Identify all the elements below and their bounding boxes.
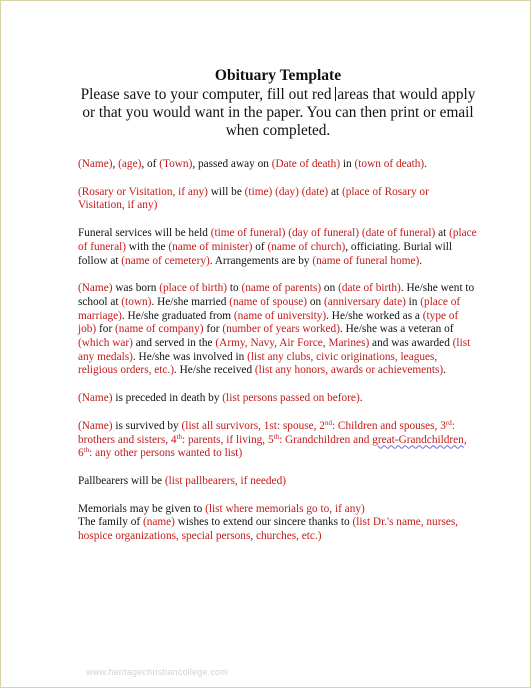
text: : parents, if living, 5 [181,433,274,446]
text: . Arrangements are by [209,254,313,267]
funeral-paragraph [78,227,478,268]
field-medals[interactable]: (list any medals) [78,337,471,363]
field-which-war[interactable]: (which war) [78,337,133,350]
field-name-of-spouse[interactable]: (name of spouse) [229,295,308,308]
text: . [424,158,427,170]
field-name[interactable]: (Name) [78,392,113,405]
text: of [252,240,268,253]
text: for [96,323,116,336]
field-time-of-funeral[interactable]: (time of funeral) [210,227,286,240]
field-name[interactable]: (Name) [78,158,113,170]
field-age[interactable]: (age) [118,158,142,170]
field-family-name[interactable]: (name) [142,516,175,529]
biography-paragraph [78,282,478,378]
field-rosary[interactable]: (Rosary or Visitation, if any) [78,185,208,198]
field-time[interactable]: (time) [244,185,273,198]
field-school-town[interactable]: (town) [121,295,152,308]
superscript: th [176,432,182,441]
watermark-url: www.heritagechristiancollege.com [86,667,228,677]
field-name[interactable]: (Name) [78,419,113,432]
text: at [435,227,450,240]
field-preceded-by[interactable]: (list persons passed on before) [222,392,360,405]
field-place-of-funeral[interactable]: (place of funeral) [78,227,477,253]
text: . He/she received [174,364,255,377]
field-name-of-minister[interactable]: (name of minister) [168,240,253,253]
text: at [328,185,342,198]
field-date-of-birth[interactable]: (date of birth) [338,282,401,295]
field-honors[interactable]: (list any honors, awards or achievements) [254,364,444,377]
field-name-of-church[interactable]: (name of church) [267,240,346,253]
superscript: rd [445,418,452,427]
text: . [359,392,363,405]
text: : Grandchildren and [279,433,373,446]
field-place-of-rosary[interactable]: (place of Rosary or Visitation, if any) [78,185,429,212]
field-place-of-birth[interactable]: (place of birth) [159,282,227,295]
field-day[interactable]: (day) [275,185,299,198]
field-name[interactable]: (Name) [78,282,113,295]
field-day-of-funeral[interactable]: (day of funeral) [288,227,360,240]
field-pallbearers[interactable]: (list pallbearers, if needed) [164,474,286,487]
field-date[interactable]: (date) [301,185,329,198]
text: : Children and spouses, 3 [331,419,446,432]
field-type-of-job[interactable]: (type of job) [78,309,459,336]
field-name-of-cemetery[interactable]: (name of cemetery) [121,254,210,267]
death-announcement-paragraph [78,158,478,172]
thanks-paragraph [78,516,478,543]
text: , officiating. Burial will follow at [78,240,453,267]
text: . He/she married [151,295,230,308]
text: : any other persons wanted to list) [89,447,243,460]
field-military-branch[interactable]: (Army, Navy, Air Force, Marines) [215,337,370,350]
rosary-paragraph [78,186,478,213]
text: with the [125,240,169,253]
text: for [203,323,223,336]
text: Pallbearers will be [78,474,165,487]
spellcheck-flag: great-Grandchildren [372,433,464,446]
text: . He/she worked as a [326,309,423,322]
field-town[interactable]: (Town) [159,158,193,170]
superscript: nd [324,418,332,427]
text: in [340,158,355,170]
field-clubs[interactable]: (list any clubs, civic originations, leagues, religious orders, etc.) [78,350,438,377]
text: . He/she went to school at [78,282,475,308]
text: was born [112,282,160,295]
field-name-of-parents[interactable]: (name of parents) [241,282,322,295]
text: Memorials may be given to [78,502,206,515]
field-funeral-home[interactable]: (name of funeral home) [312,254,420,267]
text: is preceded in death by [112,392,223,405]
instructions-part-1: Please save to your computer, fill out red [80,86,336,103]
text: . He/she graduated from [121,309,234,322]
field-thanks-list[interactable]: (list Dr.'s name, nurses, hospice organizations, special persons, churches, etc.) [78,516,459,543]
survived-paragraph [78,420,478,461]
pallbearers-paragraph [78,475,478,489]
text: . [419,254,423,267]
text: , of [141,158,160,170]
text: wishes to extend our sincere thanks to [174,516,353,529]
field-name-of-company[interactable]: (name of company) [115,323,204,336]
field-memorials[interactable]: (list where memorials go to, if any) [205,502,365,515]
document-instructions [78,86,478,140]
text: and served in the [132,337,216,350]
text: and was awarded [369,337,453,350]
text: on [321,282,339,295]
field-years-worked[interactable]: (number of years worked) [222,323,340,336]
text: on [307,295,324,308]
superscript: th [273,432,280,441]
field-name-of-university[interactable]: (name of university) [233,309,327,322]
field-anniversary-date[interactable]: (anniversary date) [323,295,406,308]
instructions-part-2: areas that would apply or that you would want in the paper. You can then print or email when completed. [82,86,476,139]
text: . He/she was a veteran of [339,323,454,336]
field-date-of-funeral[interactable]: (date of funeral) [361,227,436,240]
text: is survived by [112,419,182,432]
text: . [443,364,446,377]
text: : brothers and sisters, 4 [78,419,455,446]
document-title: Obituary Template [214,67,342,84]
field-date-of-death[interactable]: (Date of death) [271,158,341,170]
document-page [78,66,478,544]
preceded-paragraph [78,392,478,406]
text: , passed away on [192,158,272,170]
text: The family of [78,516,143,529]
text: to [227,282,242,295]
text: in [405,295,421,308]
text: (list all survivors, 1st: spouse, 2 [181,419,325,432]
field-place-of-marriage[interactable]: (place of marriage) [78,295,461,322]
superscript: th [83,446,90,455]
memorials-paragraph [78,503,478,517]
text: will be [207,185,245,198]
field-town-of-death[interactable]: (town of death) [354,158,425,170]
text: , 6 [78,433,467,460]
text: . He/she was involved in [132,350,248,363]
text: Funeral services will be held [78,227,211,240]
text: , [112,158,119,170]
